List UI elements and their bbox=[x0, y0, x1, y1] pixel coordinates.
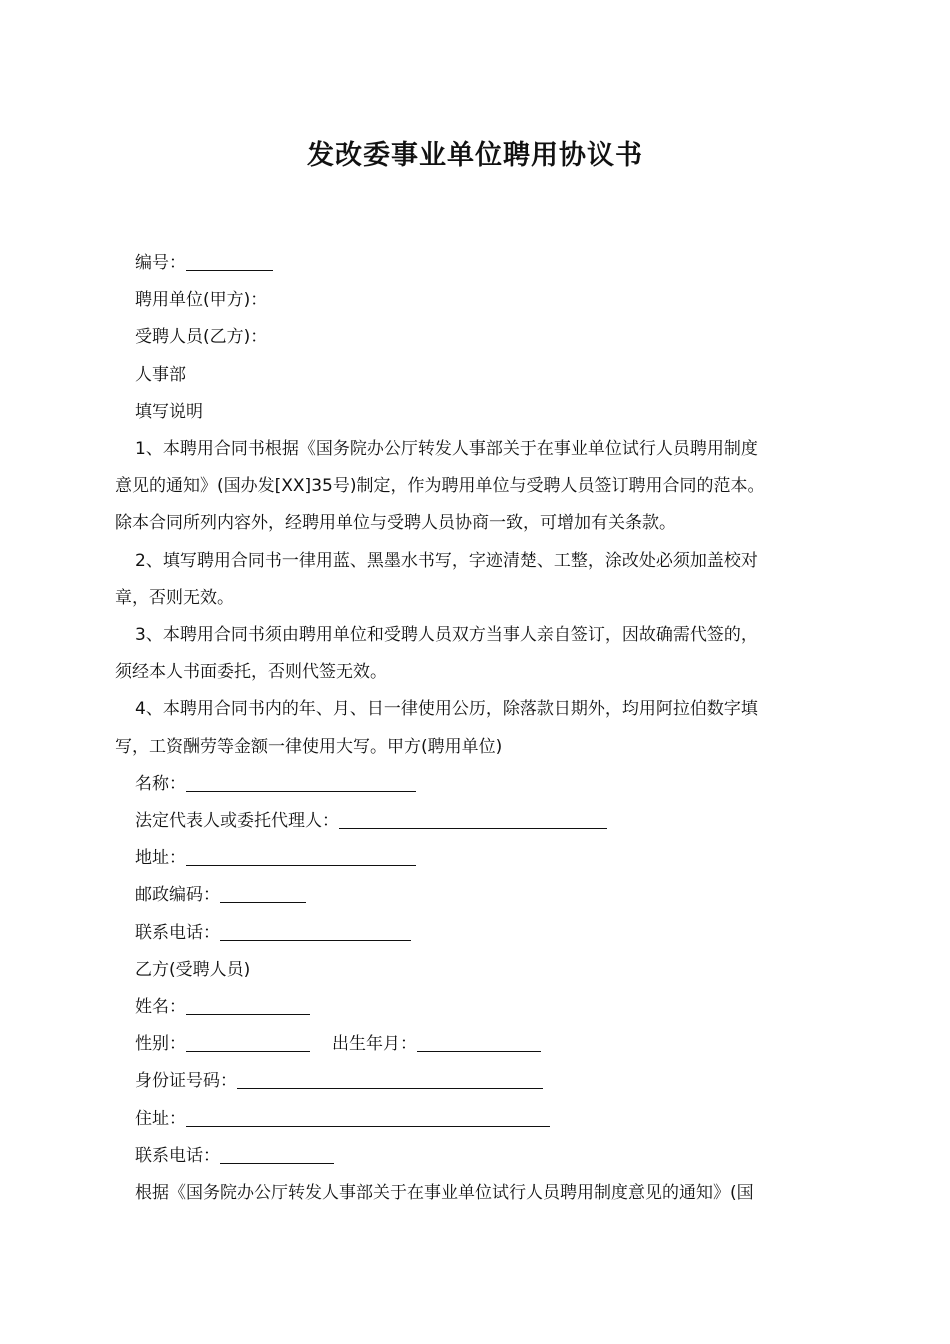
party-b-gender-birth-field bbox=[115, 1026, 855, 1063]
instructions-heading: 填写说明 bbox=[135, 401, 203, 422]
employee-field bbox=[115, 319, 855, 356]
employee-label: 受聘人员(乙方)： bbox=[135, 327, 268, 348]
party-b-name-field bbox=[115, 989, 855, 1026]
instruction-3-line-1: 3、本聘用合同书须由聘用单位和受聘人员双方当事人亲自签订，因故确需代签的， bbox=[135, 625, 758, 646]
party-b-heading: 乙方(受聘人员) bbox=[135, 959, 251, 980]
instruction-1-line-2: 意见的通知》(国办发[XX]35号)制定，作为聘用单位与受聘人员签订聘用合同的范本。 bbox=[115, 476, 765, 497]
party-b-id-field bbox=[115, 1063, 855, 1100]
party-a-name-blank[interactable] bbox=[186, 773, 416, 792]
party-a-postcode-blank[interactable] bbox=[220, 884, 306, 903]
instruction-1-line-1: 1、本聘用合同书根据《国务院办公厅转发人事部关于在事业单位试行人员聘用制度 bbox=[135, 439, 758, 460]
party-a-representative-label: 法定代表人或委托代理人： bbox=[135, 811, 339, 832]
party-b-phone-field bbox=[115, 1138, 855, 1175]
instruction-2-line-1: 2、填写聘用合同书一律用蓝、黑墨水书写，字迹清楚、工整，涂改处必须加盖校对 bbox=[135, 550, 758, 571]
party-a-representative-blank[interactable] bbox=[339, 810, 607, 829]
instruction-4-line-2: 写，工资酬劳等金额一律使用大写。甲方(聘用单位) bbox=[115, 736, 503, 757]
party-a-address-field bbox=[115, 840, 855, 877]
party-b-gender-label: 性别： bbox=[135, 1034, 186, 1055]
party-b-phone-label: 联系电话： bbox=[135, 1145, 220, 1166]
party-b-id-label: 身份证号码： bbox=[135, 1071, 237, 1092]
party-a-phone-blank[interactable] bbox=[220, 922, 411, 941]
employer-field bbox=[115, 282, 855, 319]
instruction-2-line-2: 章，否则无效。 bbox=[115, 587, 234, 608]
party-a-representative-field bbox=[115, 803, 855, 840]
party-a-address-blank[interactable] bbox=[186, 847, 416, 866]
closing-paragraph: 根据《国务院办公厅转发人事部关于在事业单位试行人员聘用制度意见的通知》(国 bbox=[135, 1183, 754, 1204]
party-b-birth-label: 出生年月： bbox=[332, 1034, 417, 1055]
instruction-1-line-3: 除本合同所列内容外，经聘用单位与受聘人员协商一致，可增加有关条款。 bbox=[115, 513, 676, 534]
employer-label: 聘用单位(甲方)： bbox=[135, 290, 268, 311]
party-b-residence-blank[interactable] bbox=[186, 1108, 550, 1127]
issuer: 人事部 bbox=[135, 364, 186, 385]
party-b-name-label: 姓名： bbox=[135, 997, 186, 1018]
party-a-name-field bbox=[115, 766, 855, 803]
party-a-postcode-field bbox=[115, 877, 855, 914]
number-field bbox=[115, 245, 855, 282]
party-b-residence-label: 住址： bbox=[135, 1108, 186, 1129]
party-a-name-label: 名称： bbox=[135, 773, 186, 794]
party-a-phone-label: 联系电话： bbox=[135, 922, 220, 943]
party-b-name-blank[interactable] bbox=[186, 996, 310, 1015]
party-b-id-blank[interactable] bbox=[237, 1070, 543, 1089]
party-a-address-label: 地址： bbox=[135, 848, 186, 869]
party-b-phone-blank[interactable] bbox=[220, 1145, 334, 1164]
party-b-birth-blank[interactable] bbox=[417, 1033, 541, 1052]
number-blank[interactable] bbox=[186, 252, 273, 271]
document-title: 发改委事业单位聘用协议书 bbox=[307, 140, 643, 171]
party-b-residence-field bbox=[115, 1101, 855, 1138]
instruction-3-line-2: 须经本人书面委托，否则代签无效。 bbox=[115, 662, 387, 683]
number-label: 编号： bbox=[135, 253, 186, 273]
party-a-postcode-label: 邮政编码： bbox=[135, 885, 220, 906]
party-b-gender-blank[interactable] bbox=[186, 1033, 310, 1052]
party-a-phone-field bbox=[115, 915, 855, 952]
document-body bbox=[115, 245, 855, 1212]
instruction-4-line-1: 4、本聘用合同书内的年、月、日一律使用公历，除落款日期外，均用阿拉伯数字填 bbox=[135, 699, 758, 720]
